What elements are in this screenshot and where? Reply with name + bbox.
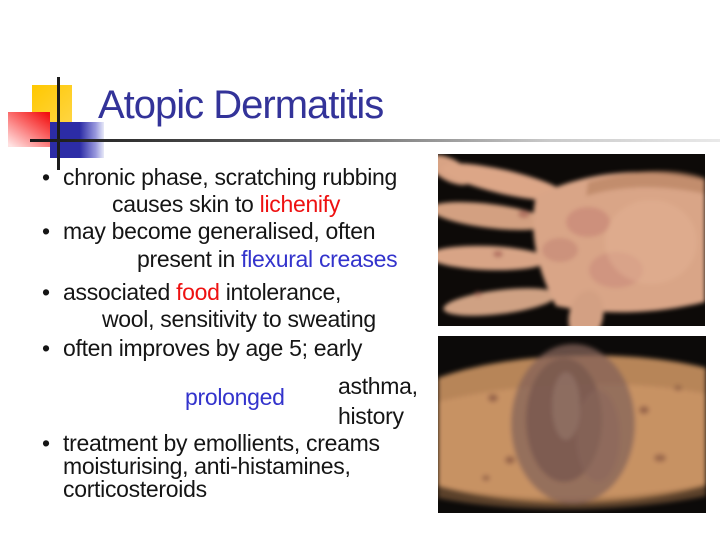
text-segment: moisturising, anti-histamines, (63, 453, 351, 479)
bullet-marker: • (42, 218, 51, 244)
elbow-flexure-eczema-photo (438, 336, 706, 513)
highlight-lichenify: lichenify (259, 191, 341, 217)
text-segment: treatment by emollients, creams (63, 430, 380, 456)
bullet-marker: • (42, 335, 51, 361)
highlight-flexural-creases: flexural creases (241, 246, 398, 272)
hand-dorsum-eczema-photo (438, 154, 705, 326)
text-segment: asthma, (338, 373, 418, 399)
bullet-marker: • (42, 430, 51, 456)
decor-vertical-line (57, 77, 60, 170)
line-prolonged (185, 385, 285, 409)
line-asthma (338, 374, 418, 398)
line-wool-sensitivity (102, 307, 376, 331)
line-moisturising (63, 454, 351, 478)
bullet-line-chronic-phase (63, 165, 397, 189)
bullet-marker: • (42, 279, 51, 305)
bullet-marker: • (42, 164, 51, 190)
bullet-line-improves-age5 (63, 336, 362, 360)
line-causes-skin (112, 192, 340, 216)
text-segment: present in (137, 246, 242, 272)
text-segment: wool, sensitivity to sweating (102, 306, 376, 332)
line-flexural-creases (137, 247, 397, 271)
text-segment: corticosteroids (63, 476, 207, 502)
text-segment: history (338, 403, 404, 429)
text-segment: may become generalised, often (63, 218, 376, 244)
text-segment: associated (63, 279, 177, 305)
text-segment: often improves by age 5; early (63, 335, 363, 361)
bullet-line-generalised (63, 219, 375, 243)
text-segment: chronic phase, scratching rubbing (63, 164, 398, 190)
bullet-line-food-intolerance (63, 280, 341, 304)
title-underline-rule (30, 139, 720, 142)
text-segment: causes skin to (112, 191, 260, 217)
line-corticosteroids (63, 477, 207, 501)
page-title: Atopic Dermatitis (98, 83, 384, 127)
highlight-prolonged: prolonged (185, 384, 285, 410)
line-history (338, 404, 404, 428)
bullet-line-treatment (63, 431, 380, 455)
text-segment: intolerance, (219, 279, 342, 305)
highlight-food: food (176, 279, 220, 305)
